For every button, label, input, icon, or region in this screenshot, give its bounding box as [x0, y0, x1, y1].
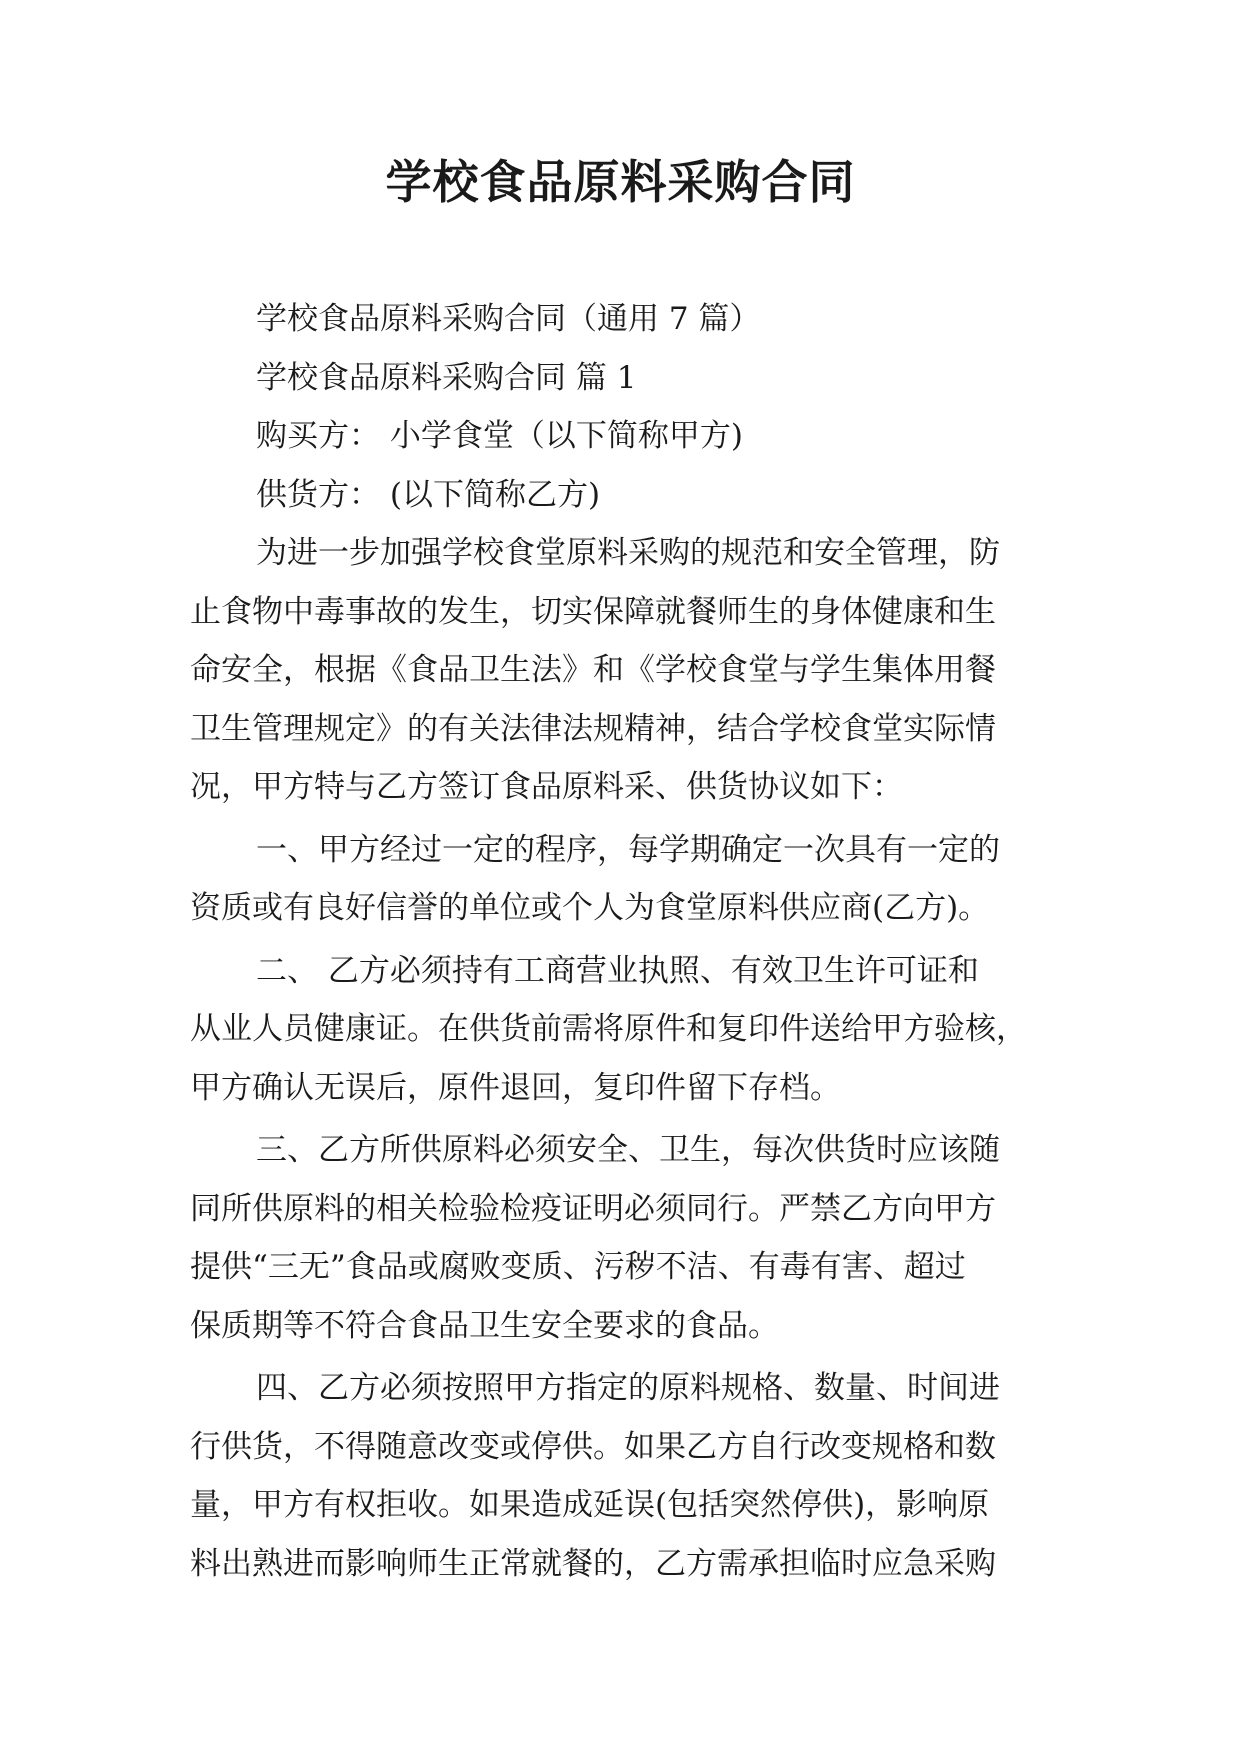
- paragraph-line: 命安全，根据《食品卫生法》和《学校食堂与学生集体用餐: [190, 652, 996, 688]
- clause-2-line: 从业人员健康证。在供货前需将原件和复印件送给甲方验核，: [190, 1011, 1027, 1047]
- clause-3-line: 三、乙方所供原料必须安全、卫生，每次供货时应该随: [256, 1132, 1000, 1168]
- clause-3-line: 保质期等不符合食品卫生安全要求的食品。: [190, 1307, 779, 1344]
- document-body: [190, 290, 1050, 1593]
- clause-1-line: 资质或有良好信誉的单位或个人为食堂原料供应商(乙方)。: [190, 890, 990, 926]
- buyer-line: 购买方： 小学食堂（以下简称甲方): [256, 418, 743, 454]
- clause-2-line: 二、 乙方必须持有工商营业执照、有效卫生许可证和: [256, 952, 979, 989]
- paragraph-line: 况，甲方特与乙方签订食品原料采、供货协议如下：: [190, 769, 903, 805]
- document-title: 学校食品原料采购合同: [385, 155, 856, 209]
- subtitle-line: 学校食品原料采购合同（通用 7 篇）: [256, 301, 761, 337]
- clause-3-line: 提供“三无”食品或腐败变质、污秽不洁、有毒有害、超过: [190, 1249, 966, 1285]
- supplier-line: 供货方： (以下简称乙方): [256, 476, 601, 513]
- clause-3-line: 同所供原料的相关检验检疫证明必须同行。严禁乙方向甲方: [190, 1190, 996, 1227]
- clause-4-line: 料出熟进而影响师生正常就餐的，乙方需承担临时应急采购: [190, 1545, 996, 1582]
- section-heading: 学校食品原料采购合同 篇 1: [256, 359, 637, 396]
- clause-4-line: 行供货，不得随意改变或停供。如果乙方自行改变规格和数: [190, 1428, 996, 1465]
- clause-4-line: 四、乙方必须按照甲方指定的原料规格、数量、时间进: [256, 1370, 1000, 1406]
- paragraph-line: 为进一步加强学校食堂原料采购的规范和安全管理，防: [256, 535, 1000, 571]
- paragraph-line: 卫生管理规定》的有关法律法规精神，结合学校食堂实际情: [190, 710, 996, 747]
- paragraph-line: 止食物中毒事故的发生，切实保障就餐师生的身体健康和生: [190, 593, 996, 630]
- clause-2-line: 甲方确认无误后，原件退回，复印件留下存档。: [190, 1069, 841, 1106]
- clause-1-line: 一、甲方经过一定的程序，每学期确定一次具有一定的: [256, 831, 1000, 868]
- clause-4-line: 量，甲方有权拒收。如果造成延误(包括突然停供)，影响原: [190, 1487, 990, 1523]
